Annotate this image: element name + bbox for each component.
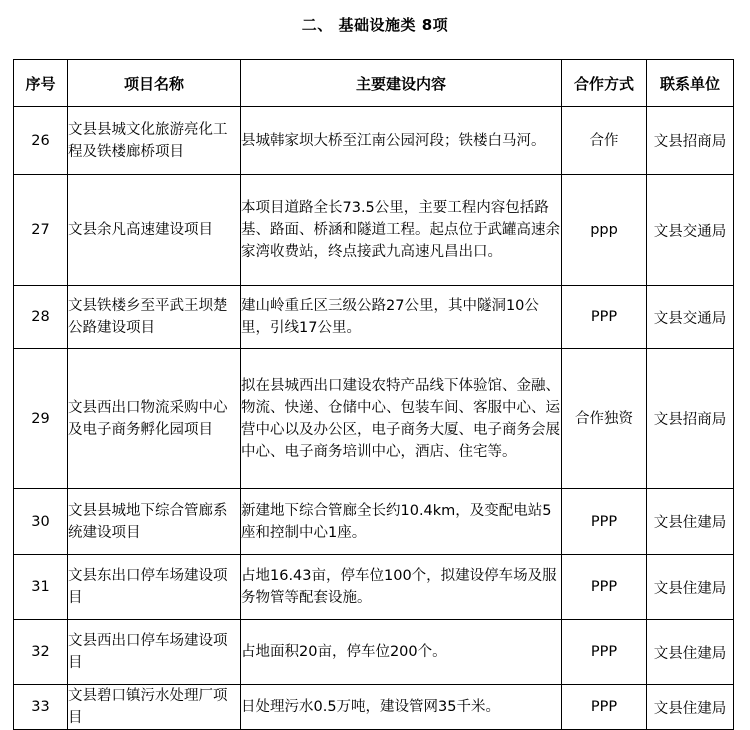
table-row bbox=[14, 175, 734, 286]
row-unit: 文县招商局 bbox=[647, 349, 734, 489]
table-row bbox=[14, 620, 734, 685]
row-content: 建山岭重丘区三级公路27公里，其中隧洞10公里，引线17公里。 bbox=[241, 286, 562, 349]
row-content: 日处理污水0.5万吨，建设管网35千米。 bbox=[241, 685, 562, 730]
row-content: 占地16.43亩，停车位100个，拟建设停车场及服务物管等配套设施。 bbox=[241, 555, 562, 620]
row-unit: 文县交通局 bbox=[647, 286, 734, 349]
row-seq: 30 bbox=[14, 489, 68, 555]
row-seq: 33 bbox=[14, 685, 68, 730]
row-project-name: 文县西出口物流采购中心及电子商务孵化园项目 bbox=[68, 349, 241, 489]
row-seq: 31 bbox=[14, 555, 68, 620]
table-row bbox=[14, 555, 734, 620]
header-coop: 合作方式 bbox=[562, 60, 647, 107]
row-coop: PPP bbox=[562, 555, 647, 620]
row-coop: PPP bbox=[562, 620, 647, 685]
row-content: 拟在县城西出口建设农特产品线下体验馆、金融、物流、快递、仓储中心、包装车间、客服中心、运营中心以及办公区，电子商务大厦、电子商务会展中心、电子商务培训中心，酒店、住宅等。 bbox=[241, 349, 562, 489]
row-content: 县城韩家坝大桥至江南公园河段；铁楼白马河。 bbox=[241, 107, 562, 175]
row-content: 本项目道路全长73.5公里，主要工程内容包括路基、路面、桥涵和隧道工程。起点位于武罐高速余家湾收费站，终点接武九高速凡昌出口。 bbox=[241, 175, 562, 286]
row-unit: 文县住建局 bbox=[647, 555, 734, 620]
row-coop: PPP bbox=[562, 685, 647, 730]
row-project-name: 文县县城文化旅游亮化工程及铁楼廊桥项目 bbox=[68, 107, 241, 175]
table-row bbox=[14, 489, 734, 555]
row-coop: 合作 bbox=[562, 107, 647, 175]
row-seq: 29 bbox=[14, 349, 68, 489]
table-row bbox=[14, 286, 734, 349]
row-project-name: 文县余凡高速建设项目 bbox=[68, 175, 241, 286]
row-seq: 27 bbox=[14, 175, 68, 286]
table-header-row bbox=[14, 60, 734, 107]
table-row bbox=[14, 107, 734, 175]
row-project-name: 文县西出口停车场建设项目 bbox=[68, 620, 241, 685]
row-unit: 文县住建局 bbox=[647, 620, 734, 685]
projects-table bbox=[13, 59, 734, 730]
row-project-name: 文县县城地下综合管廊系统建设项目 bbox=[68, 489, 241, 555]
row-project-name: 文县东出口停车场建设项目 bbox=[68, 555, 241, 620]
header-seq: 序号 bbox=[14, 60, 68, 107]
row-unit: 文县住建局 bbox=[647, 489, 734, 555]
row-coop: 合作独资 bbox=[562, 349, 647, 489]
row-unit: 文县住建局 bbox=[647, 685, 734, 730]
row-seq: 26 bbox=[14, 107, 68, 175]
row-coop: ppp bbox=[562, 175, 647, 286]
row-content: 占地面积20亩，停车位200个。 bbox=[241, 620, 562, 685]
row-project-name: 文县碧口镇污水处理厂项目 bbox=[68, 685, 241, 730]
header-unit: 联系单位 bbox=[647, 60, 734, 107]
row-seq: 32 bbox=[14, 620, 68, 685]
table-row bbox=[14, 349, 734, 489]
header-content: 主要建设内容 bbox=[241, 60, 562, 107]
row-unit: 文县交通局 bbox=[647, 175, 734, 286]
row-project-name: 文县铁楼乡至平武王坝楚公路建设项目 bbox=[68, 286, 241, 349]
row-unit: 文县招商局 bbox=[647, 107, 734, 175]
row-coop: PPP bbox=[562, 489, 647, 555]
row-content: 新建地下综合管廊全长约10.4km，及变配电站5座和控制中心1座。 bbox=[241, 489, 562, 555]
header-name: 项目名称 bbox=[68, 60, 241, 107]
row-seq: 28 bbox=[14, 286, 68, 349]
page-title: 二、 基础设施类 8项 bbox=[301, 16, 449, 34]
table-row bbox=[14, 685, 734, 730]
row-coop: PPP bbox=[562, 286, 647, 349]
